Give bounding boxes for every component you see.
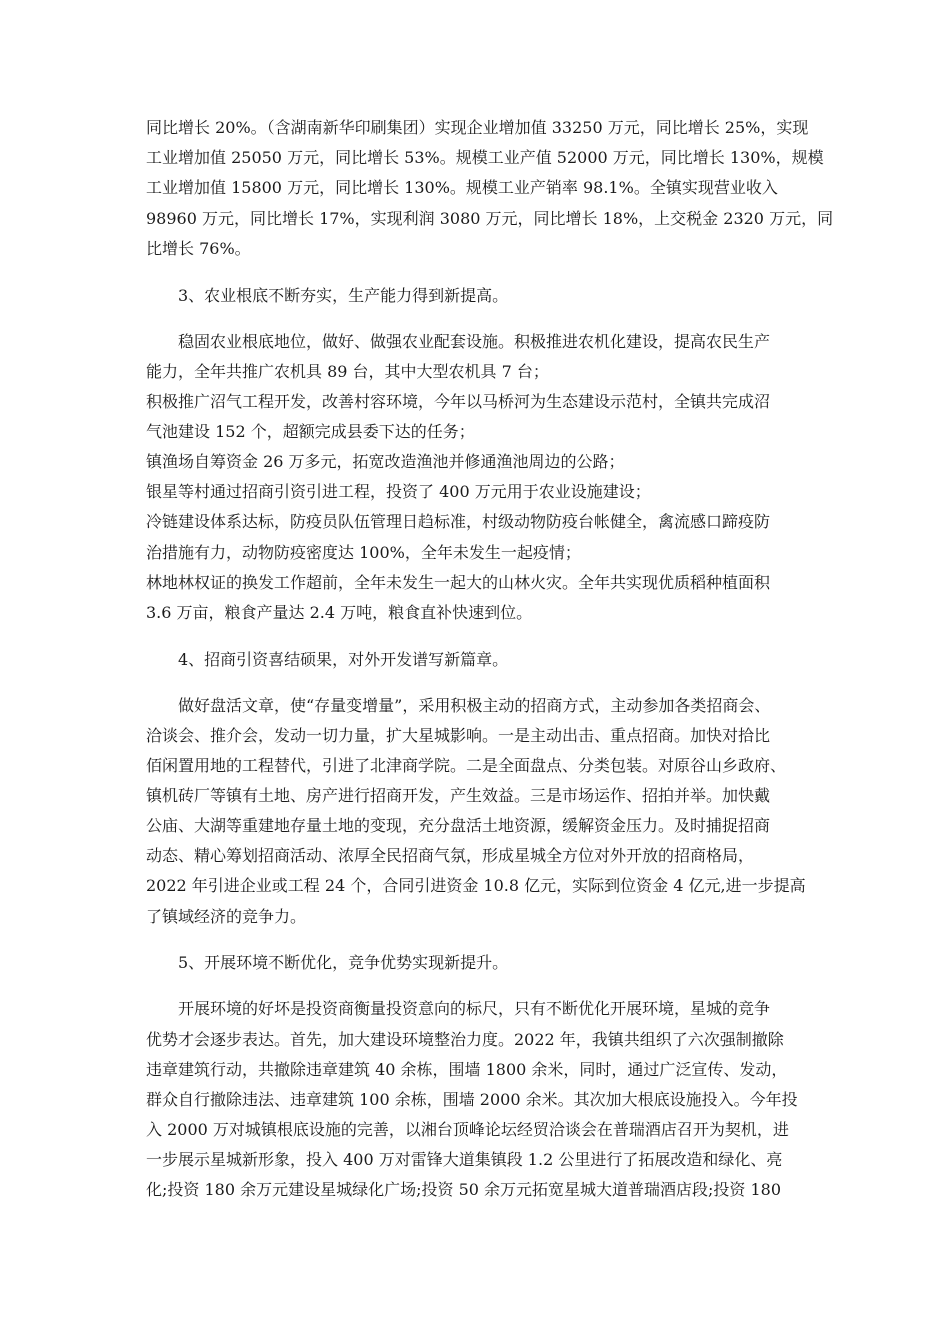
text-line: 一步展示星城新形象，投入 400 万对雷锋大道集镇段 1.2 公里进行了拓展改造和绿化、亮 bbox=[146, 1150, 783, 1169]
text-line: 2022 年引进企业或工程 24 个，合同引进资金 10.8 亿元，实际到位资金 4 亿元,进一步提高 bbox=[146, 876, 806, 895]
text-line: 治措施有力，动物防疫密度达 100%，全年未发生一起疫情； bbox=[146, 543, 581, 562]
text-line: 了镇域经济的竞争力。 bbox=[146, 907, 307, 926]
text-line: 洽谈会、推介会，发动一切力量，扩大星城影响。一是主动出击、重点招商。加快对拾比 bbox=[146, 726, 771, 745]
text-line: 公庙、大湖等重建地存量土地的变现，充分盘活土地资源，缓解资金压力。及时捕捉招商 bbox=[146, 816, 771, 835]
text-line: 镇渔场自筹资金 26 万多元，拓宽改造渔池并修通渔池周边的公路； bbox=[146, 452, 625, 471]
text-line: 比增长 76%。 bbox=[146, 239, 251, 258]
text-line: 化;投资 180 余万元建设星城绿化广场;投资 50 余万元拓宽星城大道普瑞酒店段;投资 180 bbox=[146, 1180, 782, 1199]
paragraph-first-line: 做好盘活文章，使“存量变增量”，采用积极主动的招商方式，主动参加各类招商会、 bbox=[178, 696, 771, 715]
text-line: 98960 万元，同比增长 17%，实现利润 3080 万元，同比增长 18%，上交税金 2320 万元，同 bbox=[146, 209, 834, 228]
text-line: 入 2000 万对城镇根底设施的完善，以湘台顶峰论坛经贸洽谈会在普瑞酒店召开为契机，进 bbox=[146, 1120, 789, 1139]
text-line: 气池建设 152 个，超额完成县委下达的任务； bbox=[146, 422, 475, 441]
text-line: 冷链建设体系达标，防疫员队伍管理日趋标准，村级动物防疫台帐健全，禽流感口蹄疫防 bbox=[146, 512, 771, 531]
text-line: 优势才会逐步表达。首先，加大建设环境整治力度。2022 年，我镇共组织了六次强制撤除 bbox=[146, 1030, 784, 1049]
text-line: 工业增加值 15800 万元，同比增长 130%。规模工业产销率 98.1%。全镇实现营业收入 bbox=[146, 178, 778, 197]
section-heading: 3、农业根底不断夯实，生产能力得到新提高。 bbox=[178, 286, 509, 305]
text-line: 能力，全年共推广农机具 89 台，其中大型农机具 7 台； bbox=[146, 362, 549, 381]
paragraph-first-line: 开展环境的好坏是投资商衡量投资意向的标尺，只有不断优化开展环境，星城的竞争 bbox=[178, 999, 771, 1018]
section-heading: 4、招商引资喜结硕果，对外开发谱写新篇章。 bbox=[178, 650, 509, 669]
text-line: 群众自行撤除违法、违章建筑 100 余栋，围墙 2000 余米。其次加大根底设施投入。今年投 bbox=[146, 1090, 798, 1109]
section-heading: 5、开展环境不断优化，竞争优势实现新提升。 bbox=[178, 953, 509, 972]
text-line: 积极推广沼气工程开发，改善村容环境，今年以马桥河为生态建设示范村，全镇共完成沼 bbox=[146, 392, 771, 411]
text-line: 动态、精心筹划招商活动、浓厚全民招商气氛，形成星城全方位对外开放的招商格局， bbox=[146, 846, 755, 865]
text-line: 工业增加值 25050 万元，同比增长 53%。规模工业产值 52000 万元，同比增长 130%，规模 bbox=[146, 148, 824, 167]
text-line: 林地林权证的换发工作超前，全年未发生一起大的山林火灾。全年共实现优质稻种植面积 bbox=[146, 573, 771, 592]
text-line: 佰闲置用地的工程替代，引进了北津商学院。二是全面盘点、分类包装。对原谷山乡政府、 bbox=[146, 756, 787, 775]
text-line: 镇机砖厂等镇有土地、房产进行招商开发，产生效益。三是市场运作、招拍并举。加快戴 bbox=[146, 786, 771, 805]
paragraph-first-line: 稳固农业根底地位，做好、做强农业配套设施。积极推进农机化建设，提高农民生产 bbox=[178, 332, 771, 351]
text-line: 3.6 万亩，粮食产量达 2.4 万吨，粮食直补快速到位。 bbox=[146, 603, 533, 622]
text-line: 银星等村通过招商引资引进工程，投资了 400 万元用于农业设施建设； bbox=[146, 482, 651, 501]
text-line: 同比增长 20%。（含湖南新华印刷集团）实现企业增加值 33250 万元，同比增长 25%，实现 bbox=[146, 118, 809, 137]
text-line: 违章建筑行动，共撤除违章建筑 40 余栋，围墙 1800 余米，同时，通过广泛宣传、发动， bbox=[146, 1060, 788, 1079]
